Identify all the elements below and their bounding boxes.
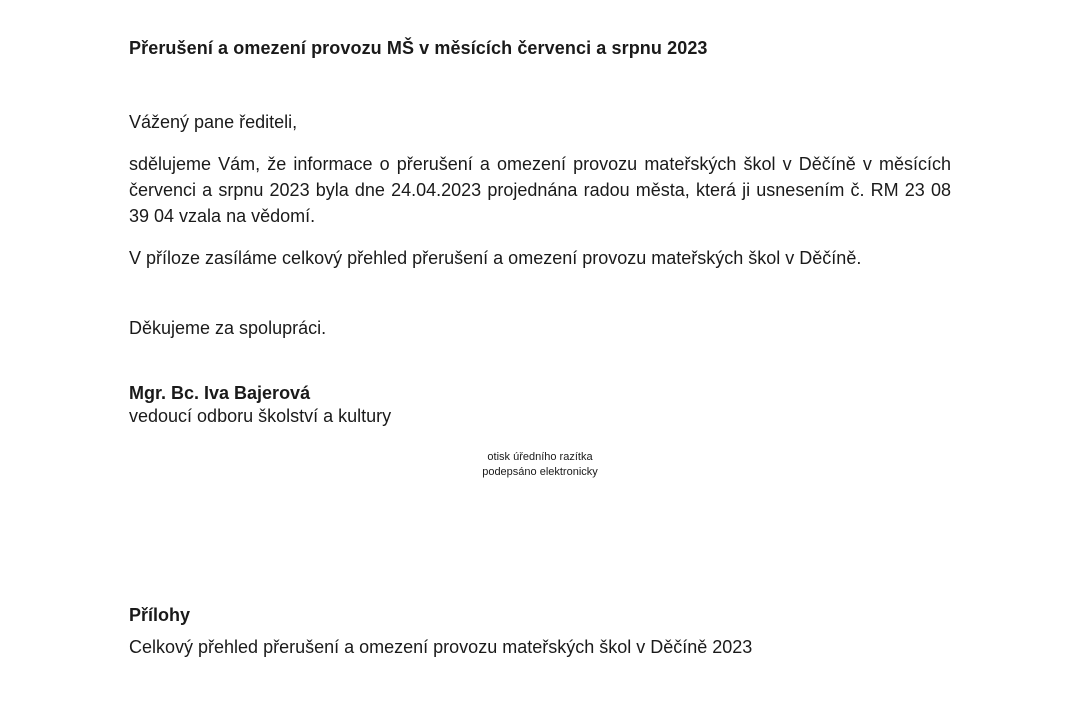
signatory-role: vedoucí odboru školství a kultury xyxy=(129,406,392,426)
letter-paragraph-2: V příloze zasíláme celkový přehled přerušení a omezení provozu mateřských škol v Děčíně. xyxy=(129,248,862,268)
letter-thanks: Děkujeme za spolupráci. xyxy=(129,318,327,338)
signatory-name: Mgr. Bc. Iva Bajerová xyxy=(129,383,311,403)
letter-paragraph-1: sdělujeme Vám, že informace o přerušení a omezení provozu mateřských škol v Děčíně v měsících červenci a srpnu 2023 byla dne 24.04.2023 projednána radou města, která ji usnesením č. RM 23 08 39 04 vzala na vědomí. xyxy=(129,154,951,226)
stamp-note xyxy=(440,450,640,480)
attachment-item: Celkový přehled přerušení a omezení provozu mateřských škol v Děčíně 2023 xyxy=(129,637,753,657)
letter-greeting: Vážený pane řediteli, xyxy=(129,112,298,132)
letter-subject: Přerušení a omezení provozu MŠ v měsících červenci a srpnu 2023 xyxy=(129,38,708,58)
stamp-line-1: otisk úředního razítka xyxy=(487,451,593,463)
attachments-title: Přílohy xyxy=(129,605,191,625)
stamp-line-2: podepsáno elektronicky xyxy=(482,466,598,478)
